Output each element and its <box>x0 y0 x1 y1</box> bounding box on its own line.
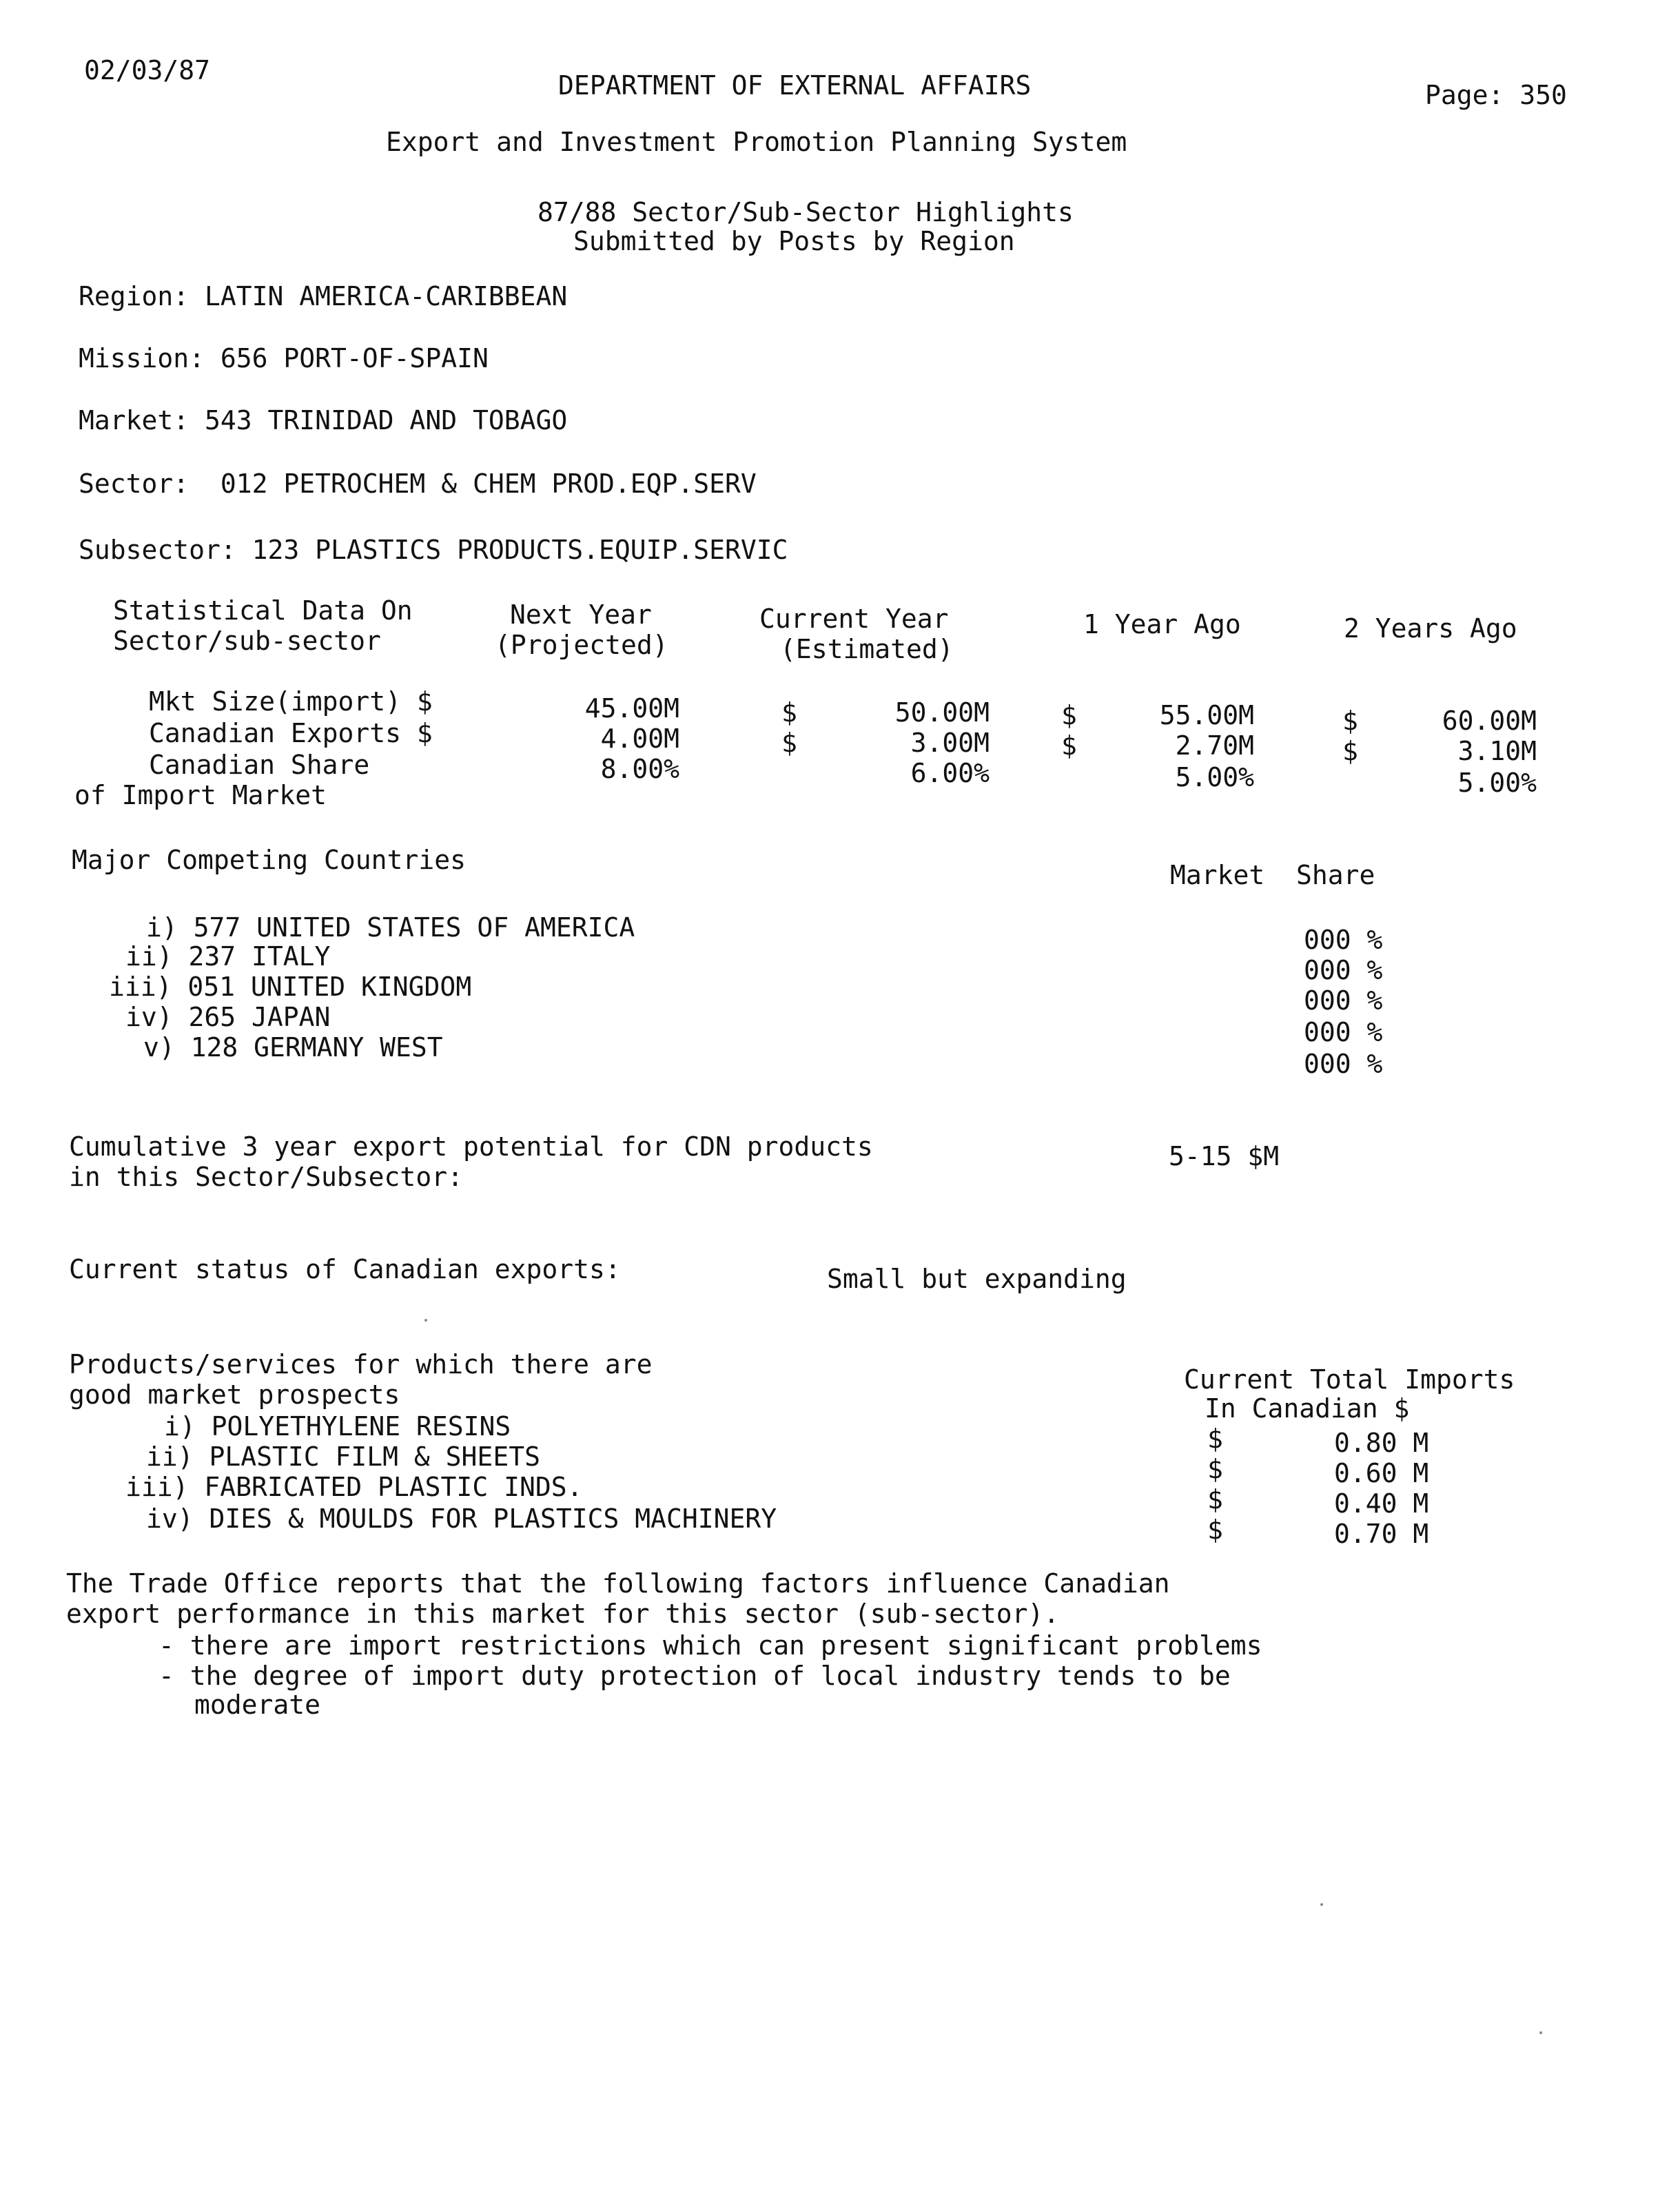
products-heading-line1: Products/services for which there are <box>69 1349 653 1380</box>
row-canadian-exports-label: Canadian Exports $ <box>149 718 433 748</box>
share-1-year-ago: 5.00% <box>1175 762 1254 792</box>
mkt-size-current-currency: $ <box>781 697 797 728</box>
product-import-value-4: 0.70 M <box>1334 1519 1429 1549</box>
stats-heading-line2: Sector/sub-sector <box>113 626 381 656</box>
sector-field: Sector: 012 PETROCHEM & CHEM PROD.EQP.SERV <box>79 469 757 499</box>
product-item-4: iv) DIES & MOULDS FOR PLASTICS MACHINERY <box>146 1504 777 1534</box>
region-field: Region: LATIN AMERICA-CARIBBEAN <box>79 281 568 311</box>
competitor-item-1: i) 577 UNITED STATES OF AMERICA <box>146 912 635 943</box>
potential-line1: Cumulative 3 year export potential for CDN products <box>69 1131 873 1162</box>
department-title: DEPARTMENT OF EXTERNAL AFFAIRS <box>558 70 1032 101</box>
potential-value: 5-15 $M <box>1169 1141 1280 1171</box>
product-item-1: i) POLYETHYLENE RESINS <box>164 1411 511 1442</box>
potential-line2: in this Sector/Subsector: <box>69 1162 463 1192</box>
product-currency-4: $ <box>1207 1515 1223 1545</box>
row-canadian-share-label2: of Import Market <box>74 780 327 810</box>
col-current-year: Current Year <box>759 604 949 634</box>
imports-heading-line1: Current Total Imports <box>1184 1364 1515 1395</box>
col-1-year-ago: 1 Year Ago <box>1083 609 1241 639</box>
product-item-2: ii) PLASTIC FILM & SHEETS <box>146 1442 540 1472</box>
mkt-size-next-year: 45.00M <box>584 693 679 724</box>
col-next-year-sub: (Projected) <box>495 630 668 660</box>
row-canadian-share-label: Canadian Share <box>149 750 370 780</box>
mkt-size-current-year: 50.00M <box>894 697 990 728</box>
report-title-line1: 87/88 Sector/Sub-Sector Highlights <box>537 197 1074 227</box>
col-2-years-ago: 2 Years Ago <box>1344 613 1517 644</box>
exports-current-currency: $ <box>781 728 797 758</box>
product-currency-2: $ <box>1207 1454 1223 1484</box>
exports-1-year-ago: 2.70M <box>1175 730 1254 761</box>
share-next-year: 8.00% <box>600 754 679 784</box>
factors-intro-line2: export performance in this market for this sector (sub-sector). <box>66 1599 1060 1629</box>
system-title: Export and Investment Promotion Planning System <box>386 127 1127 157</box>
market-field: Market: 543 TRINIDAD AND TOBAGO <box>79 405 568 435</box>
exports-2-years-ago: 3.10M <box>1457 736 1537 766</box>
competitors-heading: Major Competing Countries <box>72 845 466 875</box>
products-heading-line2: good market prospects <box>69 1380 400 1410</box>
status-value: Small but expanding <box>827 1264 1127 1294</box>
product-import-value-3: 0.40 M <box>1334 1488 1429 1519</box>
market-share-heading: Market Share <box>1170 860 1375 890</box>
exports-next-year: 4.00M <box>600 724 679 754</box>
factor-bullet-1: - there are import restrictions which can present significant problems <box>158 1630 1262 1661</box>
factors-intro-line1: The Trade Office reports that the following factors influence Canadian <box>66 1568 1170 1599</box>
product-currency-1: $ <box>1207 1424 1223 1454</box>
exports-1y-currency: $ <box>1061 730 1077 761</box>
exports-current-year: 3.00M <box>910 728 990 758</box>
mkt-size-2-years-ago: 60.00M <box>1442 706 1537 736</box>
exports-2y-currency: $ <box>1342 736 1358 766</box>
competitor-item-3: iii) 051 UNITED KINGDOM <box>109 972 472 1002</box>
share-2-years-ago: 5.00% <box>1457 768 1537 798</box>
mkt-size-1-year-ago: 55.00M <box>1159 700 1254 730</box>
product-item-3: iii) FABRICATED PLASTIC INDS. <box>125 1472 583 1502</box>
competitor-share-4: 000 % <box>1304 1017 1383 1047</box>
product-currency-3: $ <box>1207 1484 1223 1515</box>
status-label: Current status of Canadian exports: <box>69 1254 621 1284</box>
scan-speck <box>1320 1903 1323 1906</box>
competitor-share-5: 000 % <box>1304 1049 1383 1079</box>
mission-field: Mission: 656 PORT-OF-SPAIN <box>79 343 489 373</box>
page-number: Page: 350 <box>1425 80 1567 110</box>
competitor-item-2: ii) 237 ITALY <box>125 941 331 972</box>
scan-speck <box>1539 2031 1542 2034</box>
factor-bullet-2-line1: - the degree of import duty protection of local industry tends to be <box>158 1661 1231 1691</box>
competitor-share-3: 000 % <box>1304 985 1383 1016</box>
share-current-year: 6.00% <box>910 758 990 788</box>
mkt-size-2y-currency: $ <box>1342 706 1358 736</box>
col-current-year-sub: (Estimated) <box>780 634 954 664</box>
product-import-value-1: 0.80 M <box>1334 1428 1429 1458</box>
competitor-share-1: 000 % <box>1304 925 1383 955</box>
scan-speck <box>424 1319 427 1322</box>
competitor-item-5: v) 128 GERMANY WEST <box>143 1032 443 1063</box>
competitor-share-2: 000 % <box>1304 955 1383 985</box>
mkt-size-1y-currency: $ <box>1061 700 1077 730</box>
product-import-value-2: 0.60 M <box>1334 1458 1429 1488</box>
row-mkt-size-label: Mkt Size(import) $ <box>149 686 433 717</box>
col-next-year: Next Year <box>510 599 652 630</box>
factor-bullet-2-line2: moderate <box>194 1690 321 1720</box>
stats-heading-line1: Statistical Data On <box>113 595 413 626</box>
competitor-item-4: iv) 265 JAPAN <box>125 1002 331 1032</box>
subsector-field: Subsector: 123 PLASTICS PRODUCTS.EQUIP.SERVIC <box>79 535 788 565</box>
imports-heading-line2: In Canadian $ <box>1205 1393 1410 1424</box>
report-title-line2: Submitted by Posts by Region <box>573 226 1015 256</box>
report-date: 02/03/87 <box>84 55 211 85</box>
